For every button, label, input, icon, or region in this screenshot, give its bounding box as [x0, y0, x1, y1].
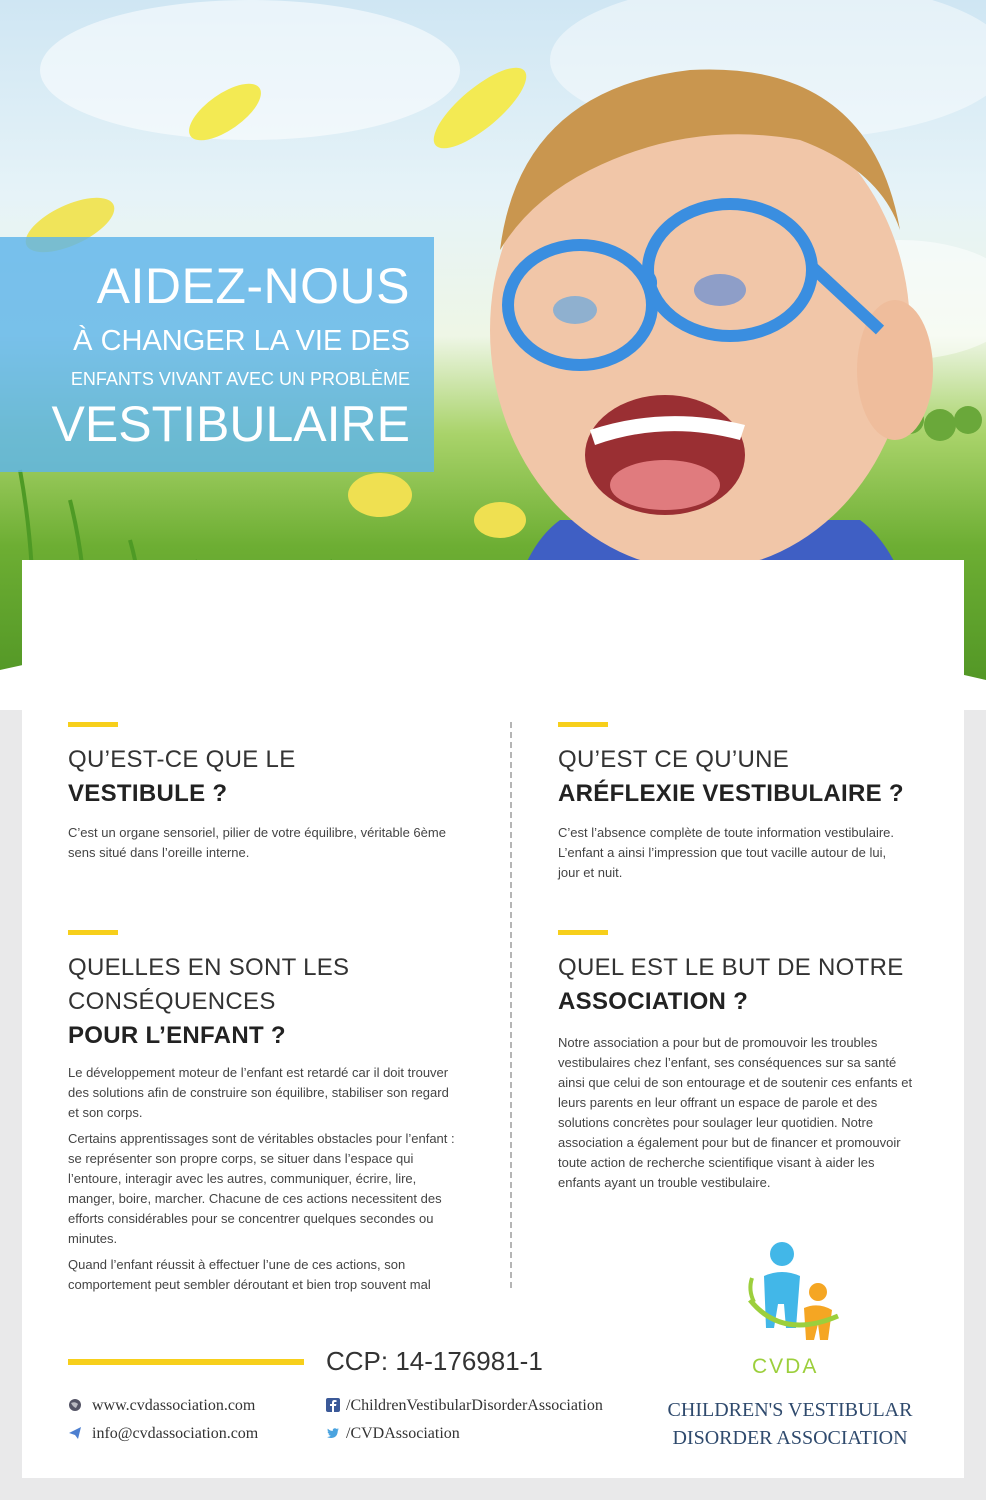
email-link[interactable] — [68, 1425, 258, 1443]
section-heading-light: CONSÉQUENCES — [68, 988, 276, 1015]
section-paragraph: C’est l’absence complète de toute information vestibulaire. L’enfant a ainsi l’impression que tout vacille autour de lui, jour et nuit. — [558, 825, 895, 880]
logo-text: CVDA — [752, 1355, 819, 1378]
section-areflexie — [558, 722, 938, 889]
section-association — [558, 930, 938, 1199]
curve-divider — [0, 600, 986, 710]
website-text: www.cvdassociation.com — [92, 1397, 256, 1414]
column-divider — [510, 722, 512, 1288]
ccp-number: CCP: 14-176981-1 — [326, 1346, 543, 1376]
section-paragraph: Certains apprentissages sont de véritables obstacles pour l’enfant : se représenter son propre corps, se situer dans l’espace qui l’entoure, interagir avec les autres, communiquer, écrire, lire, manger, boire, marcher. Chacune de ces actions necessitent des efforts considérables pour se concentrer quelques secondes ou minutes. — [68, 1131, 455, 1246]
section-heading-light: QUELLES EN SONT LES — [68, 954, 350, 981]
facebook-link[interactable] — [326, 1397, 603, 1415]
facebook-icon — [326, 1398, 340, 1412]
section-heading-bold: VESTIBULE ? — [68, 780, 228, 807]
send-icon — [68, 1426, 82, 1440]
email-text: info@cvdassociation.com — [92, 1425, 259, 1442]
twitter-text: /CVDAssociation — [346, 1425, 460, 1442]
section-heading-light: QUEL EST LE BUT DE NOTRE — [558, 954, 904, 981]
banner-line-2: À CHANGER LA VIE DES — [73, 325, 410, 357]
banner-line-3: ENFANTS VIVANT AVEC UN PROBLÈME — [70, 369, 410, 389]
facebook-text: /ChildrenVestibularDisorderAssociation — [346, 1397, 603, 1414]
organization-name-line-1: CHILDREN'S VESTIBULAR — [667, 1399, 913, 1421]
twitter-link[interactable] — [326, 1425, 460, 1443]
section-vestibule — [68, 722, 468, 869]
organization-name — [662, 1396, 918, 1452]
section-heading-bold: POUR L’ENFANT ? — [68, 1022, 286, 1049]
section-heading-bold: ASSOCIATION ? — [558, 988, 749, 1015]
banner-line-4: VESTIBULAIRE — [51, 396, 410, 452]
website-link[interactable] — [68, 1397, 255, 1415]
section-paragraph: C’est un organe sensoriel, pilier de votre équilibre, véritable 6ème sens situé dans l’oreille interne. — [68, 825, 446, 860]
section-paragraph: Notre association a pour but de promouvoir les troubles vestibulaires chez l’enfant, ses conséquences sur sa santé ainsi que celui de son entourage et de soutenir ces enfants et leurs parents en leur offrant un espace de parole et des solutions concrètes pour soulager leur quotidien. Notre association a également pour but de financer et promouvoir toute action de recherche scientifique visant à aider les enfants ayant un trouble vestibulaire. — [558, 1035, 913, 1190]
section-paragraph: Quand l’enfant réussit à effectuer l’une de ces actions, son comportement peut sembler déroutant et bien trop souvent mal — [68, 1257, 431, 1292]
section-heading-bold: ARÉFLEXIE VESTIBULAIRE ? — [558, 780, 904, 807]
globe-icon — [68, 1398, 82, 1412]
ccp-accent-bar — [68, 1359, 304, 1365]
section-consequences — [68, 930, 468, 1301]
cvda-logo-icon — [742, 1240, 852, 1360]
banner-line-1: AIDEZ-NOUS — [96, 258, 410, 314]
headline-banner — [0, 237, 434, 472]
organization-name-line-2: DISORDER ASSOCIATION — [672, 1427, 908, 1449]
section-heading-light: QU’EST CE QU’UNE — [558, 746, 790, 773]
section-paragraph: Le développement moteur de l’enfant est retardé car il doit trouver des solutions afin de construire son équilibre, stabiliser son regard et son corps. — [68, 1065, 449, 1120]
section-heading-light: QU’EST-CE QUE LE — [68, 746, 296, 773]
twitter-icon — [326, 1426, 340, 1440]
